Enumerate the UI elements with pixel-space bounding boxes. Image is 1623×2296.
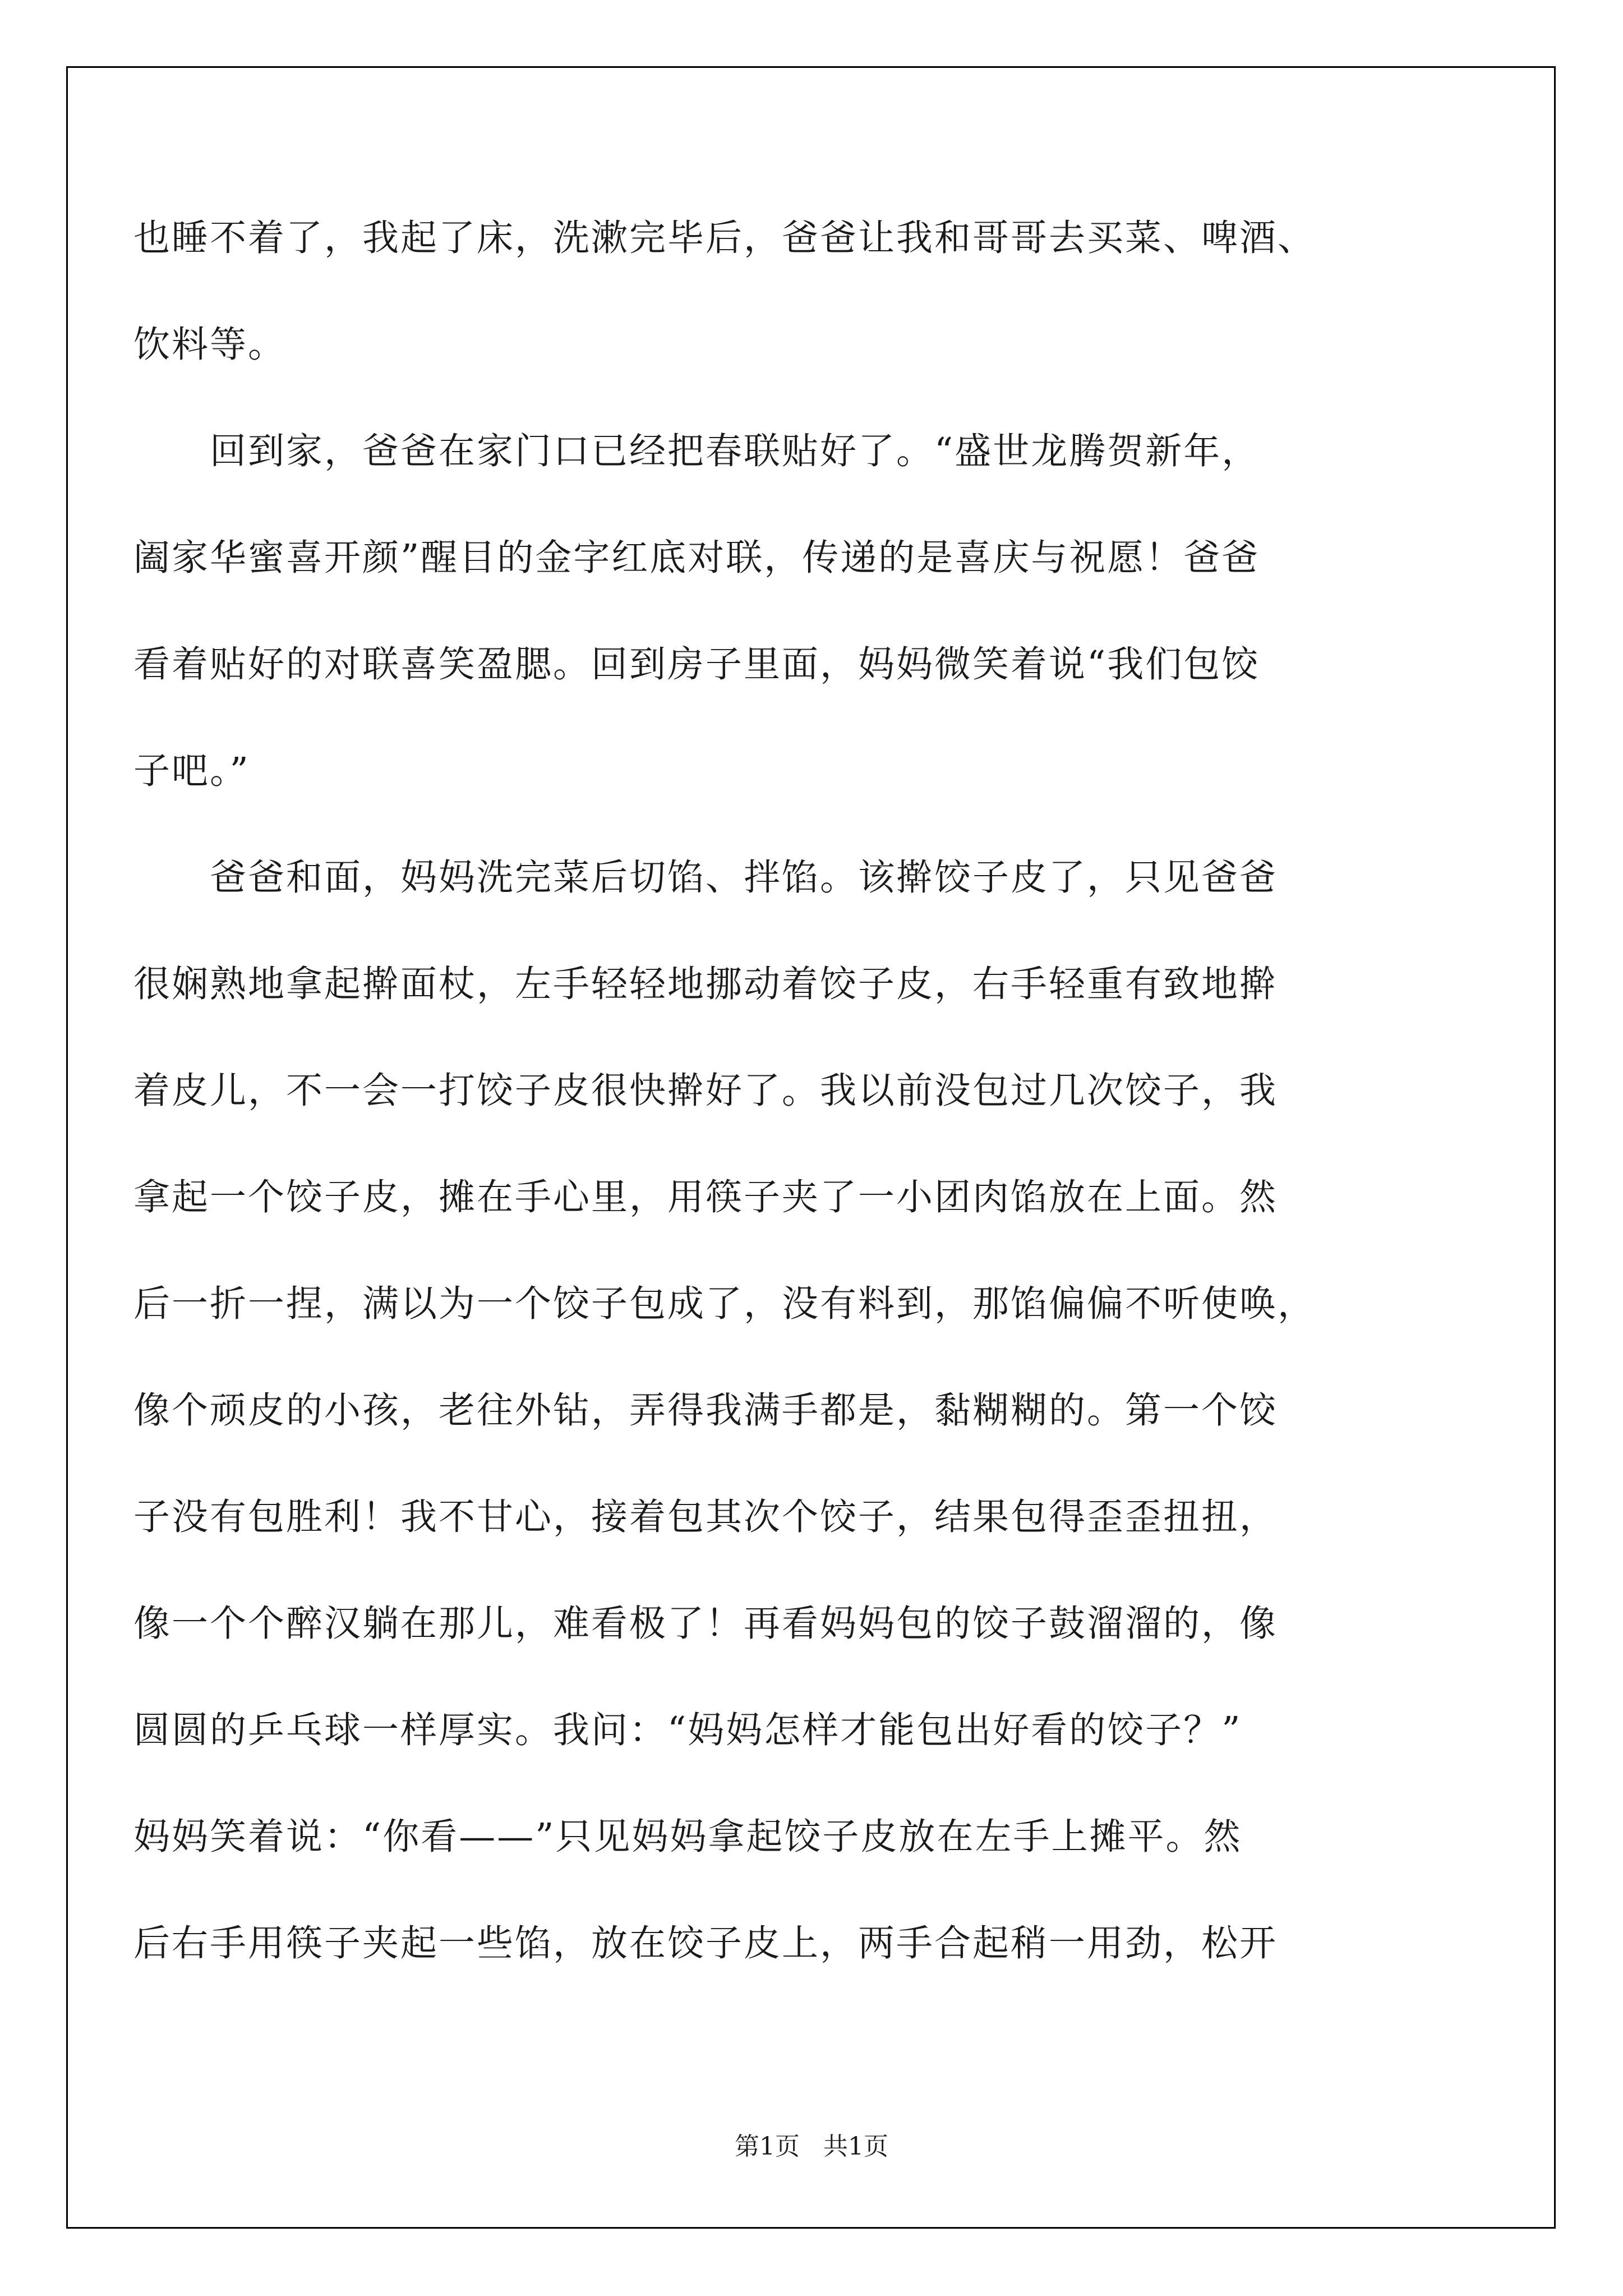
text-line: 饮料等。 bbox=[133, 324, 287, 366]
text-line: 阖家华蜜喜开颜”醒目的金字红底对联，传递的是喜庆与祝愿！爸爸 bbox=[133, 537, 1260, 579]
text-line: 拿起一个饺子皮，摊在手心里，用筷子夹了一小团肉馅放在上面。然 bbox=[133, 1176, 1278, 1218]
text-line: 回到家，爸爸在家门口已经把春联贴好了。“盛世龙腾贺新年， bbox=[133, 430, 1260, 472]
text-line: 子吧。” bbox=[133, 750, 250, 792]
text-line: 着皮儿，不一会一打饺子皮很快擀好了。我以前没包过几次饺子，我 bbox=[133, 1070, 1278, 1112]
page-footer bbox=[0, 2126, 1623, 2162]
text-line: 看着贴好的对联喜笑盈腮。回到房子里面，妈妈微笑着说“我们包饺 bbox=[133, 643, 1260, 685]
text-line: 妈妈笑着说：“你看——”只见妈妈拿起饺子皮放在左手上摊平。然 bbox=[133, 1816, 1242, 1858]
page-total: 共1页 bbox=[823, 2132, 888, 2161]
text-line: 像一个个醉汉躺在那儿，难看极了！再看妈妈包的饺子鼓溜溜的，像 bbox=[133, 1603, 1278, 1645]
page-number: 第1页 bbox=[735, 2132, 800, 2161]
text-line: 很娴熟地拿起擀面杖，左手轻轻地挪动着饺子皮，右手轻重有致地擀 bbox=[133, 963, 1278, 1005]
text-line: 后右手用筷子夹起一些馅，放在饺子皮上，两手合起稍一用劲，松开 bbox=[133, 1922, 1278, 1964]
document-body bbox=[133, 185, 1500, 1997]
text-line: 爸爸和面，妈妈洗完菜后切馅、拌馅。该擀饺子皮了，只见爸爸 bbox=[133, 857, 1278, 899]
text-line: 子没有包胜利！我不甘心，接着包其次个饺子，结果包得歪歪扭扭， bbox=[133, 1496, 1278, 1538]
text-line: 也睡不着了，我起了床，洗漱完毕后，爸爸让我和哥哥去买菜、啤酒、 bbox=[133, 217, 1316, 259]
text-line: 后一折一捏，满以为一个饺子包成了，没有料到，那馅偏偏不听使唤， bbox=[133, 1283, 1316, 1325]
text-line: 像个顽皮的小孩，老往外钻，弄得我满手都是，黏糊糊的。第一个饺 bbox=[133, 1389, 1278, 1432]
text-line: 圆圆的乒乓球一样厚实。我问：“妈妈怎样才能包出好看的饺子？” bbox=[133, 1709, 1242, 1751]
